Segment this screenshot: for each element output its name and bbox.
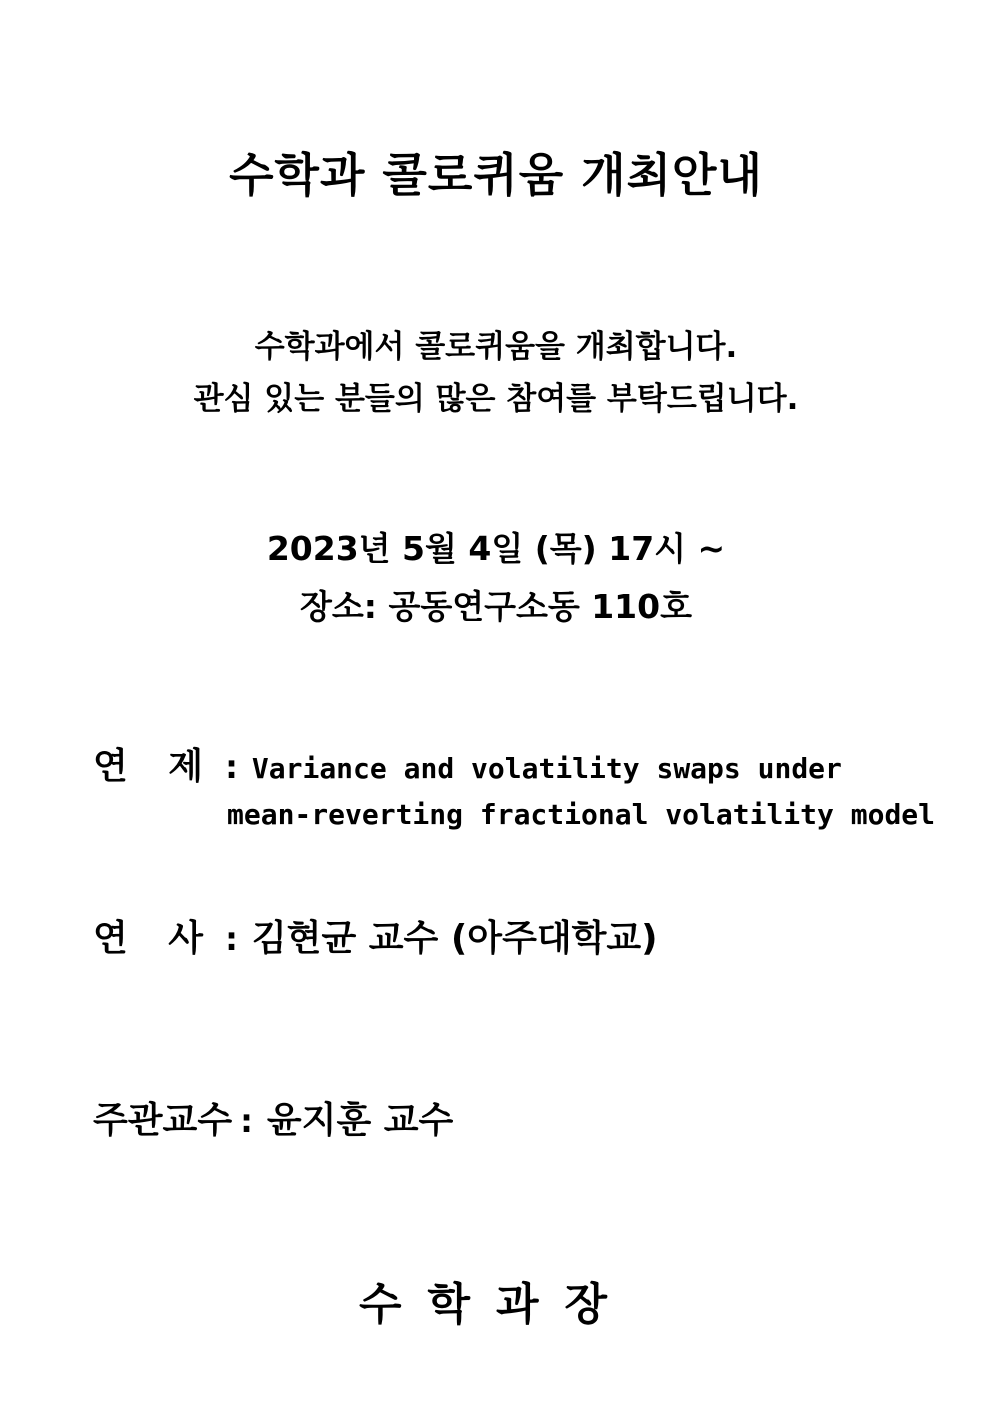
topic-row (93, 738, 842, 789)
event-date-time: 2023년 5월 4일 (목) 17시 ~ (266, 529, 726, 568)
speaker-name: 김현균 교수 (아주대학교) (251, 918, 658, 959)
intro-line-1: 수학과에서 콜로퀴움을 개최합니다. (254, 329, 738, 365)
topic-title-line-2: mean-reverting fractional volatility model (227, 798, 936, 831)
notice-title: 수학과 콜로퀴움 개최안내 (229, 148, 763, 202)
host-separator: : (240, 1102, 253, 1140)
host-row (93, 1092, 453, 1143)
speaker-label: 연 사 (93, 918, 218, 959)
topic-title-line-1: Variance and volatility swaps under (251, 752, 842, 785)
topic-separator: : (225, 748, 238, 786)
speaker-row (93, 910, 658, 961)
host-professor: 윤지훈 교수 (266, 1100, 454, 1141)
speaker-separator: : (225, 920, 238, 958)
event-place: 장소: 공동연구소동 110호 (300, 587, 692, 626)
department-signature: 수학과장 (358, 1279, 633, 1330)
topic-label: 연 제 (93, 746, 218, 787)
intro-line-2: 관심 있는 분들의 많은 참여를 부탁드립니다. (193, 381, 799, 417)
host-label: 주관교수 (93, 1100, 233, 1141)
